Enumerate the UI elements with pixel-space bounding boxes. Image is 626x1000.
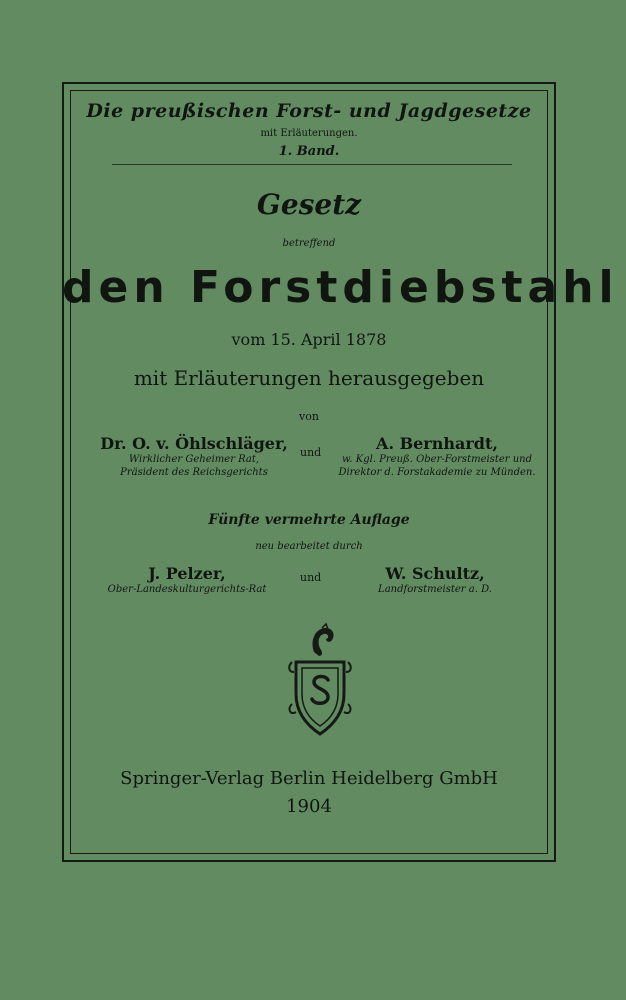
edition-text: Fünfte vermehrte Auflage [208, 512, 410, 528]
publication-year: 1904 [286, 796, 332, 817]
author1-title-line1: Wirklicher Geheimer Rat, [128, 454, 260, 465]
von-text: von [299, 410, 319, 423]
und-text-authors: und [300, 446, 322, 459]
editor1-block [92, 564, 282, 596]
author1-name: Dr. O. v. Öhlschläger, [100, 434, 288, 453]
gesetz-heading: Gesetz [256, 188, 362, 221]
author2-block [328, 434, 546, 479]
publisher-name: Springer-Verlag Berlin Heidelberg GmbH [120, 768, 498, 789]
author2-title-line1: w. Kgl. Preuß. Ober-Forstmeister und [342, 454, 532, 465]
volume-number: 1. Band. [278, 144, 340, 159]
author2-title-line2: Direktor d. Forstakademie zu Münden. [338, 467, 536, 478]
subtitle: mit Erläuterungen herausgegeben [133, 366, 485, 390]
editor1-title: Ober-Landeskulturgerichts-Rat [107, 584, 267, 595]
main-title: den Forstdiebstahl [62, 262, 619, 313]
law-date: vom 15. April 1878 [231, 330, 387, 349]
series-title: Die preußischen Forst- und Jagdgesetze [86, 100, 532, 122]
editor2-block [340, 564, 530, 596]
author2-name: A. Bernhardt, [376, 434, 498, 453]
editor1-name: J. Pelzer, [148, 564, 226, 583]
author1-block [96, 434, 292, 479]
editor2-name: W. Schultz, [385, 564, 485, 583]
editor2-title: Landforstmeister a. D. [378, 584, 492, 595]
betreffend-text: betreffend [282, 238, 336, 249]
series-subtitle: mit Erläuterungen. [260, 128, 358, 139]
header-divider [112, 164, 512, 165]
bearbeitet-text: neu bearbeitet durch [255, 541, 363, 552]
springer-knight-emblem-icon [284, 622, 356, 740]
und-text-editors: und [300, 571, 322, 584]
author1-title-line2: Präsident des Reichsgerichts [120, 467, 268, 478]
